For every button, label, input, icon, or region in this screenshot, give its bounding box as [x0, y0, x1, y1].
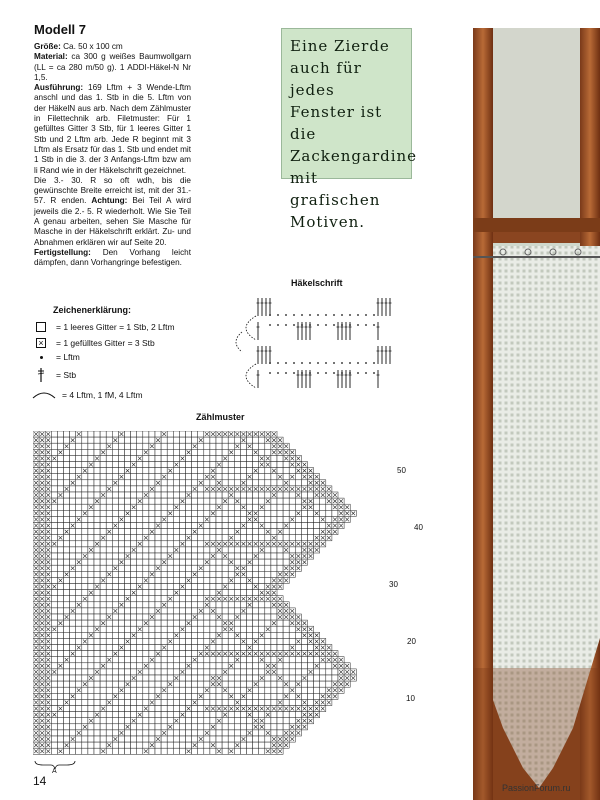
stb-icon [36, 367, 46, 383]
achtung-text: Bei Teil A wird jeweils die 2.- 5. R wiederholt. Wie Sie Teil A genau arbeiten, sehen Sie Masche für Masche in der Häkelschrift erklärt. Zu- und Abnahmen erklären wir auf Seite 20. [34, 196, 191, 247]
empty-square-icon [36, 322, 46, 332]
zaehlmuster-chart [33, 431, 433, 761]
rows-text: Die 3.- 30. R so oft wdh, bis die gewünschte Breite erreicht ist, mit der 31.- 57. R enden. [34, 175, 191, 206]
legend-item [32, 320, 175, 334]
legend-item [32, 336, 155, 350]
fertig-label: Fertigstellung: [34, 247, 91, 257]
haekelschrift-diagram [228, 292, 408, 396]
dot-icon [40, 356, 43, 359]
curtain-photo [473, 28, 600, 800]
legend-text: = Lftm [56, 352, 80, 362]
groesse-text: Ca. 50 x 100 cm [63, 42, 123, 51]
legend-text: = 1 gefülltes Gitter = 3 Stb [56, 338, 155, 348]
legend-item [32, 368, 76, 382]
arc-icon [32, 390, 56, 400]
quote-line: Zackengardine [290, 147, 418, 165]
page-title: Modell 7 [34, 22, 87, 37]
section-a-label: A [52, 768, 57, 775]
legend-item [32, 388, 143, 402]
filled-square-icon: × [36, 338, 46, 348]
legend-item [32, 350, 80, 364]
quote-line: Motiven. [290, 213, 365, 231]
row-number: 50 [397, 466, 406, 475]
quote-box [281, 28, 418, 231]
fertig-text: Den Vorhang leicht dämpfen, dann Vorhangringe befestigen. [34, 247, 192, 268]
haekelschrift-title: Häkelschrift [291, 278, 343, 288]
zaehlmuster-title: Zählmuster [196, 412, 245, 422]
legend-text: = 4 Lftm, 1 fM, 4 Lftm [62, 390, 143, 400]
quote-line: mit grafischen [290, 169, 381, 209]
instructions-text [34, 42, 191, 269]
row-number: 30 [389, 580, 398, 589]
quote-line: Eine Zierde [290, 37, 390, 55]
ausfuehrung-label: Ausführung: [34, 83, 84, 93]
legend-text: = 1 leeres Gitter = 1 Stb, 2 Lftm [56, 322, 175, 332]
watermark: PassionForum.ru [502, 783, 571, 793]
quote-line: Fenster ist die [290, 103, 383, 143]
achtung-label: Achtung: [91, 196, 128, 206]
row-number: 40 [414, 523, 423, 532]
row-number: 10 [406, 694, 415, 703]
material-label: Material: [34, 52, 68, 62]
legend-title: Zeichenerklärung: [53, 305, 132, 315]
row-number: 20 [407, 637, 416, 646]
ausfuehrung-text: 169 Lftm + 3 Wende-Lftm anschl und das 1. Stb in die 5. Lftm von der HäkelN aus arb. Nach dem Zählmuster in Filettechnik arb. Filetmuster: Für 1 gefülltes Gitter 3 Stb, für 1 leeres Gitter 1 Stb und 2 Lftm arb. Jede R beginnt mit 3 Lftm als Ersatz für das 1. Stb und endet mit 1 Stb in die 3. der 3 Anfangs-Lftm bzw am li Rand wie in der Häkelschrift gezeichnet. [34, 83, 192, 175]
material-text: ca 300 g weißes Baumwollgarn (LL = ca 280 m/50 g). 1 ADDI-Häkel-N Nr 1,5. [34, 52, 191, 82]
groesse-label: Größe: [34, 42, 61, 51]
page-number: 14 [33, 774, 47, 788]
quote-line: auch für jedes [290, 59, 362, 99]
legend-text: = Stb [56, 370, 77, 380]
